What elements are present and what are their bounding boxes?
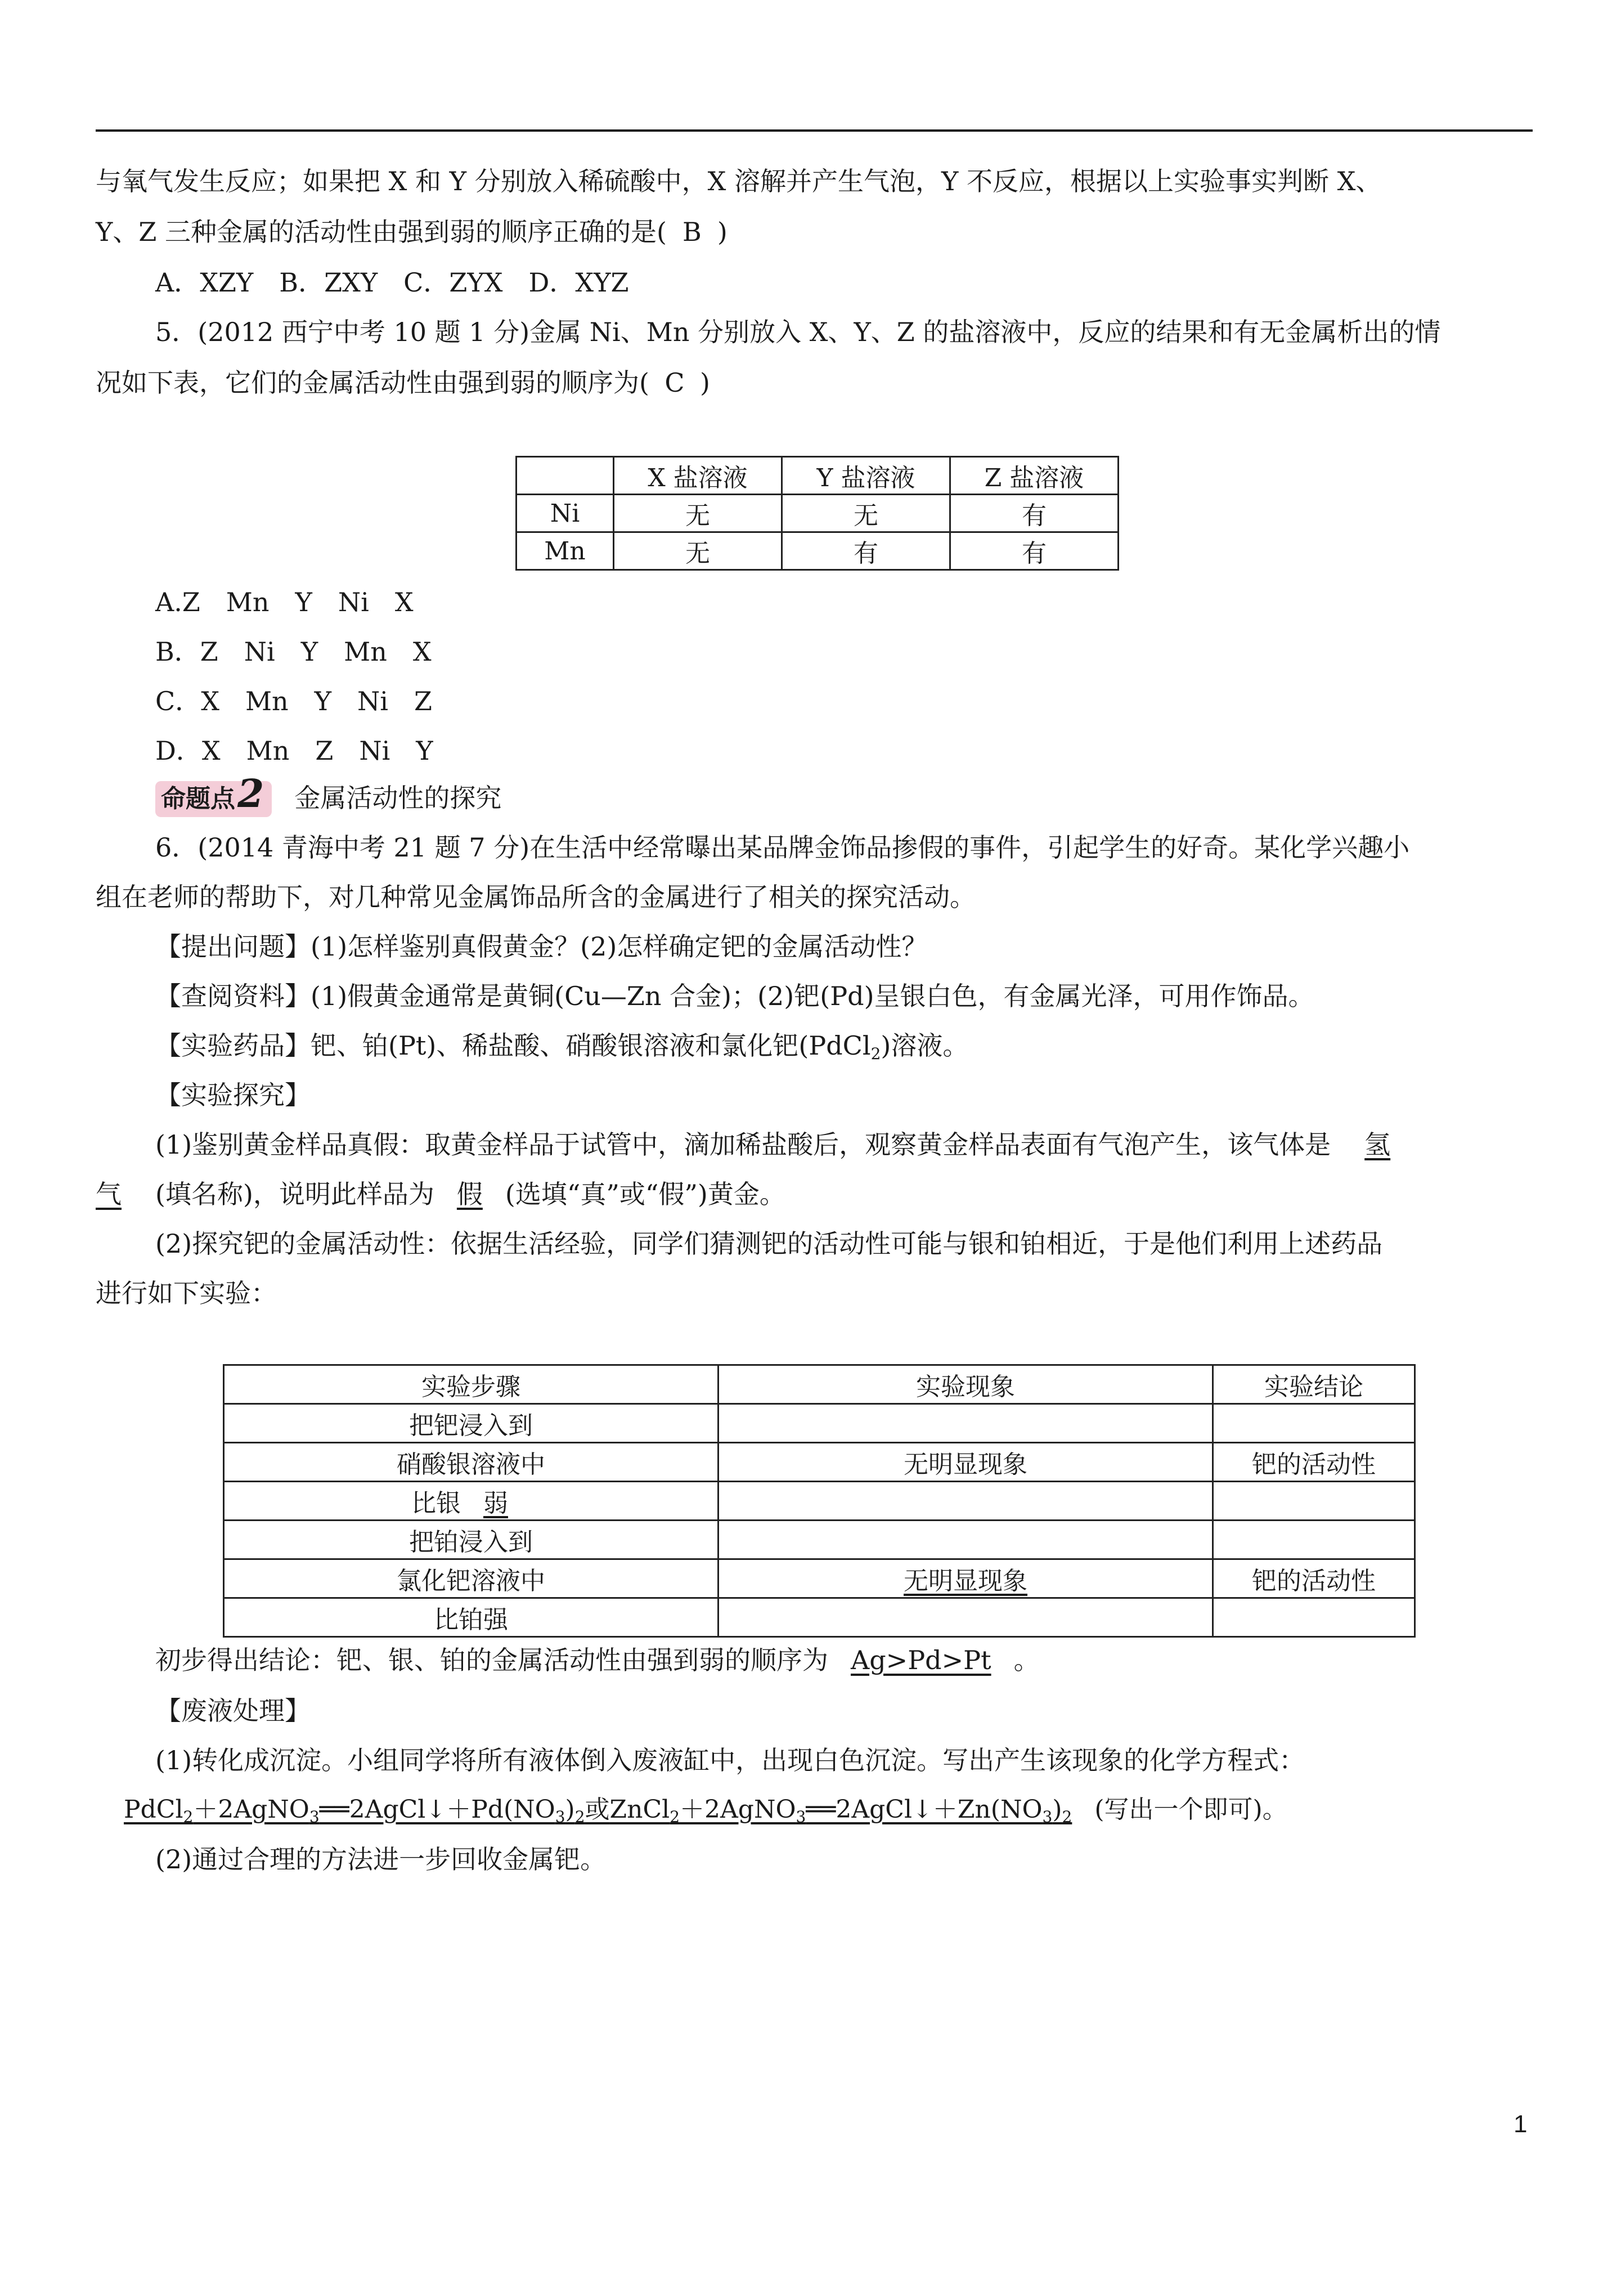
table-cell: 钯的活动性 [1213, 1559, 1415, 1598]
table-row [224, 1482, 1415, 1521]
table-cell [1213, 1521, 1415, 1559]
table-cell: Mn [517, 532, 614, 570]
experiment-table [223, 1364, 1416, 1638]
table-cell [719, 1482, 1213, 1521]
topic-tag: 命题点2 [155, 781, 272, 817]
table-cell: 有 [950, 495, 1119, 532]
fill-blank: 气 [96, 1179, 122, 1209]
table-row [224, 1521, 1415, 1559]
table-cell: 硝酸银溶液中 [224, 1443, 719, 1482]
text-line: 【查阅资料】(1)假黄金通常是黄铜(Cu—Zn 合金)；(2)钯(Pd)呈银白色，有金属光泽，可用作饰品。 [155, 981, 1314, 1011]
table-cell [1213, 1482, 1415, 1521]
fill-blank: 假 [456, 1179, 483, 1209]
table-cell: 无 [614, 495, 782, 532]
text-line: 与氧气发生反应；如果把 X 和 Y 分别放入稀硫酸中，X 溶解并产生气泡，Y 不反应，根据以上实验事实判断 X、 [96, 166, 1382, 196]
question-6-stem: 6．(2014 青海中考 21 题 7 分)在生活中经常曝出某品牌金饰品掺假的事件，引起学生的好奇。某化学兴趣小 [155, 832, 1410, 863]
table-header-cell: 实验步骤 [224, 1365, 719, 1404]
table-cell: 钯的活动性 [1213, 1443, 1415, 1482]
text-line: 【提出问题】(1)怎样鉴别真假黄金？(2)怎样确定钯的金属活动性？ [155, 931, 928, 962]
text-line: (1)转化成沉淀。小组同学将所有液体倒入废液缸中，出现白色沉淀。写出产生该现象的化学方程式： [155, 1745, 1305, 1775]
table-cell: 氯化钯溶液中 [224, 1559, 719, 1598]
reaction-table [515, 456, 1119, 571]
answer-4: B [682, 217, 702, 247]
fill-blank: 无明显现象 [904, 1567, 1027, 1595]
option-c: C．X Mn Y Ni Z [155, 686, 432, 716]
table-cell: 把钯浸入到 [224, 1404, 719, 1443]
table-cell [1213, 1404, 1415, 1443]
table-cell [1213, 1598, 1415, 1637]
question-5-stem-end: 况如下表，它们的金属活动性由强到弱的顺序为( C ) [96, 366, 710, 400]
table-row [224, 1598, 1415, 1637]
table-cell [719, 1404, 1213, 1443]
text-line: (2)探究钯的金属活动性：依据生活经验，同学们猜测钯的活动性可能与银和铂相近，于是他们利用上述药品 [155, 1228, 1383, 1259]
text-line: (2)通过合理的方法进一步回收金属钯。 [155, 1844, 607, 1875]
table-row [517, 532, 1119, 570]
fill-blank: Ag>Pd>Pt [851, 1645, 991, 1675]
table-cell: 无 [782, 495, 950, 532]
fill-blank: 氢 [1364, 1129, 1391, 1160]
option-d: D．X Mn Z Ni Y [155, 736, 433, 766]
table-cell: 无明显现象 [719, 1443, 1213, 1482]
fill-blank: 弱 [483, 1489, 508, 1518]
table-row [517, 495, 1119, 532]
option-a: A.Z Mn Y Ni X [155, 587, 414, 617]
answer-5: C [664, 367, 685, 398]
text-line: 进行如下实验： [96, 1278, 277, 1308]
table-cell: 有 [950, 532, 1119, 570]
text-line: 【废液处理】 [155, 1696, 311, 1726]
table-header-cell: Z 盐溶液 [950, 457, 1119, 495]
section-heading: 命题点2 金属活动性的探究 [155, 781, 501, 817]
table-row [224, 1559, 1415, 1598]
text-line: 【实验药品】钯、铂(Pt)、稀盐酸、硝酸银溶液和氯化钯(PdCl$_2$)溶液。 [155, 1030, 969, 1063]
table-cell: Ni [517, 495, 614, 532]
equation-line: $PdCl_2+2AgNO_3══2AgCl↓+Pd(NO_3)_2$或$ZnCl_2+2AgNO_3══2AgCl↓+Zn(NO_3)_2$ (写出一个即可)。 [96, 1793, 1287, 1834]
table-cell: 有 [782, 532, 950, 570]
table-cell [719, 1521, 1213, 1559]
table-header-cell: X 盐溶液 [614, 457, 782, 495]
text-line: 气 (填名称)，说明此样品为 假 (选填“真”或“假”)黄金。 [96, 1179, 785, 1209]
text-line: (1)鉴别黄金样品真假：取黄金样品于试管中，滴加稀盐酸后，观察黄金样品表面有气泡产生，该气体是 氢 [155, 1129, 1391, 1160]
question-4-stem-end: Y、Z 三种金属的活动性由强到弱的顺序正确的是( B ) [96, 215, 728, 249]
table-cell: 比铂强 [224, 1598, 719, 1637]
option-b: B．Z Ni Y Mn X [155, 636, 432, 667]
text-line: 【实验探究】 [155, 1080, 311, 1110]
table-cell: 把铂浸入到 [224, 1521, 719, 1559]
table-header-cell: Y 盐溶液 [782, 457, 950, 495]
question-5-stem: 5．(2012 西宁中考 10 题 1 分)金属 Ni、Mn 分别放入 X、Y、Z 的盐溶液中，反应的结果和有无金属析出的情 [155, 317, 1441, 347]
text-line: 组在老师的帮助下，对几种常见金属饰品所含的金属进行了相关的探究活动。 [96, 882, 976, 912]
table-row [224, 1443, 1415, 1482]
page-number: 1 [1514, 2110, 1528, 2138]
table-row [224, 1404, 1415, 1443]
fill-blank: $PdCl_2+2AgNO_3══2AgCl↓+Pd(NO_3)_2$ [124, 1795, 585, 1826]
table-cell [719, 1559, 1213, 1598]
table-cell: 无 [614, 532, 782, 570]
table-cell: 比银 弱 [224, 1482, 719, 1521]
conclusion-line: 初步得出结论：钯、银、铂的金属活动性由强到弱的顺序为 Ag>Pd>Pt 。 [155, 1645, 1040, 1675]
table-cell [719, 1598, 1213, 1637]
table-header-cell [517, 457, 614, 495]
table-header-cell: 实验现象 [719, 1365, 1213, 1404]
header-rule [96, 129, 1533, 132]
table-header-cell: 实验结论 [1213, 1365, 1415, 1404]
question-4-options: A．XZY B．ZXY C．ZYX D．XYZ [155, 267, 629, 298]
